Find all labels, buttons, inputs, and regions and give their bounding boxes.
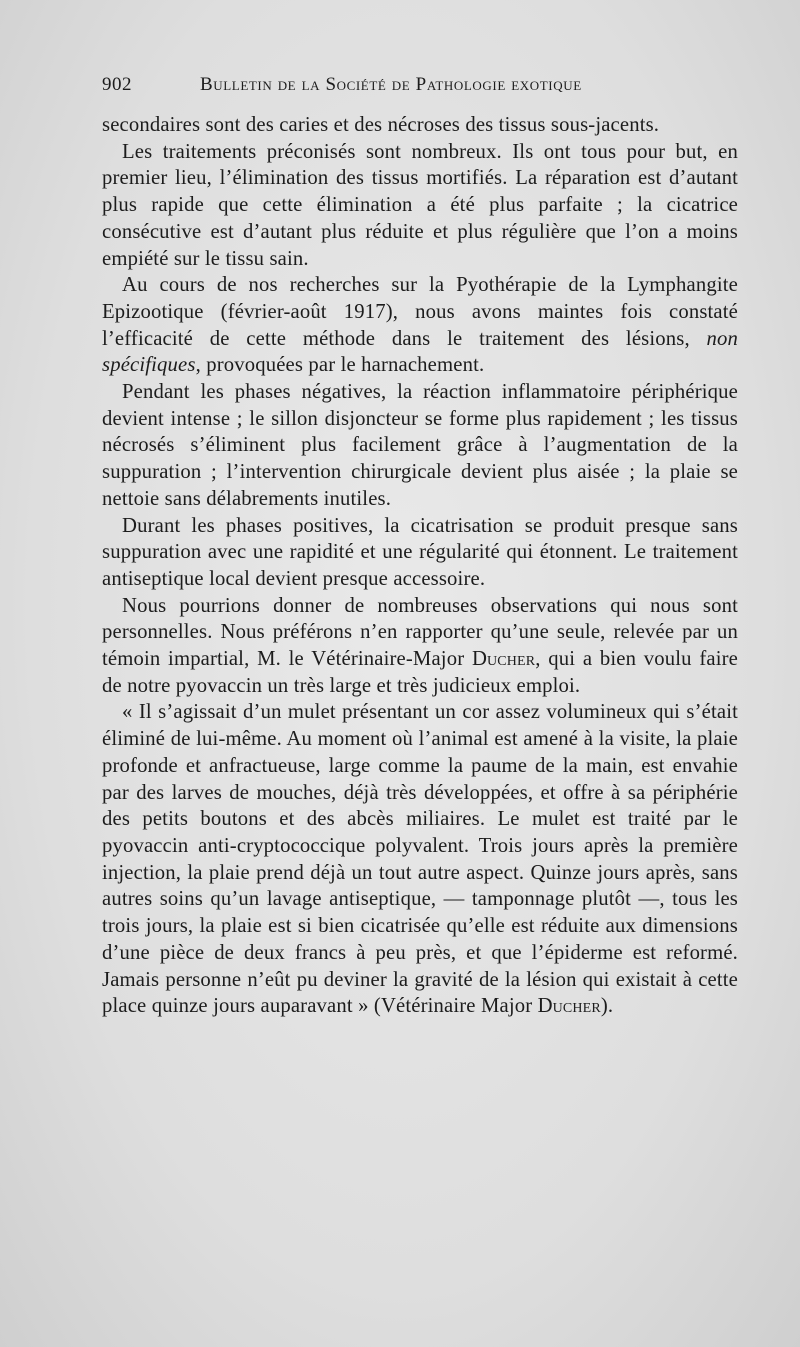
quote-text: « Il s’agissait d’un mulet présentant un cor assez volumineux qui s’était éliminé de lui-même. Au moment où l’animal est amené à la visite, la plaie profonde et anfractueuse, large comme la paume de la main, est envahie par des larves de mouches, déjà très développées, et offre à sa périphérie des petits boutons et des abcès miliaires. Le mulet est traité par le pyovaccin anti-cryptococcique polyvalent. Trois jours après la première injection, la plaie prend déjà un tout autre aspect. Quinze jours après, sans autres soins qu’un lavage antiseptique, — tamponnage plutôt —, tous les trois jours, la plaie est si bien cicatrisée qu’elle est réduite aux dimensions d’une pièce de deux francs à peu près, et que l’épiderme est reformé. Jamais personne n’eût pu deviner la gravité de la lésion qui existait à cette place quinze jours auparavant » (Vétérinaire Major xyxy=(102,701,738,1018)
journal-title: Bulletin de la Société de Pathologie exotique xyxy=(200,74,582,95)
running-head xyxy=(102,70,712,100)
body-text xyxy=(102,112,738,1020)
obs-text-before: Nous pourrions donner de nombreuses observations qui nous sont personnelles. Nous préférons n’en rapporter qu’une seule, relevée par un témoin impartial, M. le Vétérinaire-Major xyxy=(102,594,738,671)
lymph-text-after: , provoquées par le harnachement. xyxy=(195,354,485,377)
lymph-italic: non spécifiques xyxy=(102,327,739,377)
paragraph-treatments: Les traitements préconisés sont nombreux. Ils ont tous pour but, en premier lieu, l’élimination des tissus mortifiés. La réparation est d’autant plus rapide que cette élimination a été plus parfaite ; la cicatrice consécutive est d’autant plus réduite et plus régulière que l’on a moins empiété sur le tissu sain. xyxy=(102,140,738,270)
paragraph-continuation: secondaires sont des caries et des nécroses des tissus sous-jacents. xyxy=(102,114,660,136)
obs-name: Ducher xyxy=(471,648,536,671)
lymph-text-before: Au cours de nos recherches sur la Pyothérapie de la Lymphangite Epizootique (février-août 1917), nous avons maintes fois constaté l’efficacité de cette méthode dans le traitement des lésions, xyxy=(102,274,738,350)
paragraph-lymphangite xyxy=(102,272,738,379)
page-number: 902 xyxy=(102,74,132,95)
quote-end: ). xyxy=(600,995,614,1018)
paragraph-positive-phases: Durant les phases positives, la cicatrisation se produit presque sans suppuration avec une rapidité et une régularité qui étonnent. Le traitement antiseptique local devient presque accessoire. xyxy=(102,514,738,590)
paragraph-observations xyxy=(102,593,738,700)
obs-text-after: , qui a bien voulu faire de notre pyovaccin un très large et très judicieux emploi. xyxy=(102,648,738,697)
quote-name: Ducher xyxy=(537,995,601,1018)
paragraph-negative-phases: Pendant les phases négatives, la réaction inflammatoire périphérique devient intense ; le sillon disjoncteur se forme plus rapidement ; les tissus nécrosés s’éliminent plus facilement grâce à l’augmentation de la suppuration ; l’intervention chirurgicale devient plus aisée ; la plaie se nettoie sans délabrements inutiles. xyxy=(102,381,738,510)
paragraph-quote xyxy=(102,699,738,1019)
